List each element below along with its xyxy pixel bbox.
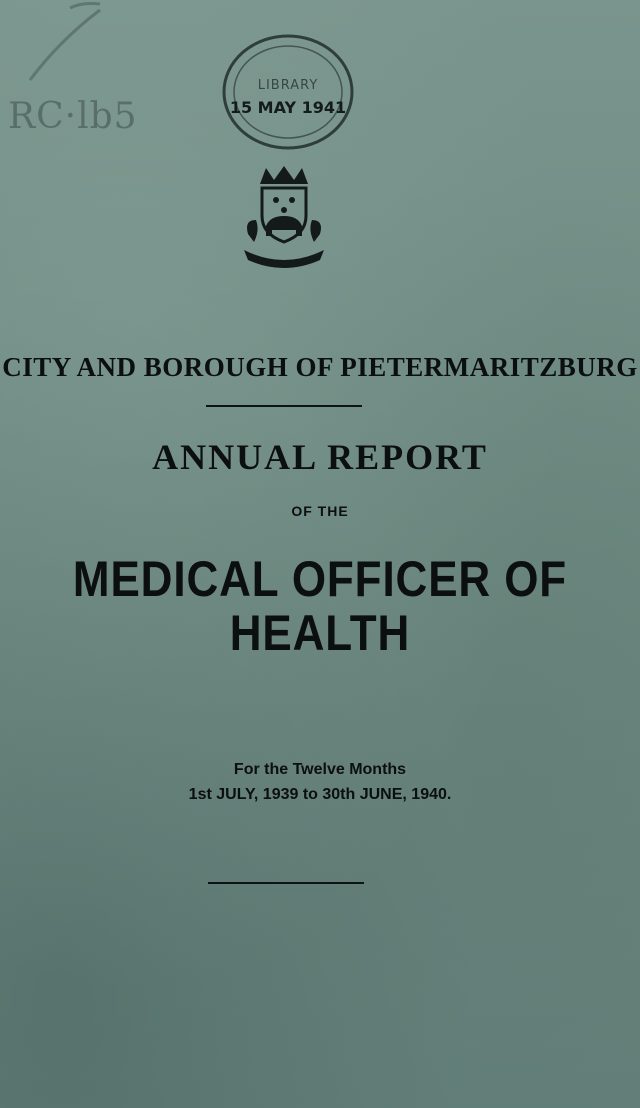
catalog-code: RC·lb5 bbox=[8, 96, 138, 137]
office-title-line1: MEDICAL OFFICER OF bbox=[72, 551, 568, 607]
stamp-library-label: LIBRARY bbox=[257, 78, 319, 93]
city-heading: CITY AND BOROUGH OF PIETERMARITZBURG bbox=[2, 352, 638, 382]
divider-rule bbox=[206, 405, 362, 407]
stamp-date: 15 MAY 1941 bbox=[229, 98, 347, 117]
period-caption: For the Twelve Months bbox=[233, 761, 407, 778]
period-dates: 1st JULY, 1939 to 30th JUNE, 1940. bbox=[188, 786, 452, 803]
handwritten-catalog-mark bbox=[0, 0, 150, 150]
report-title: ANNUAL REPORT bbox=[152, 437, 488, 477]
library-stamp bbox=[218, 26, 358, 154]
divider-rule-bottom bbox=[208, 882, 364, 884]
office-title-line2: HEALTH bbox=[229, 605, 411, 661]
of-the-label: OF THE bbox=[291, 503, 349, 519]
coat-of-arms-icon bbox=[240, 164, 328, 272]
